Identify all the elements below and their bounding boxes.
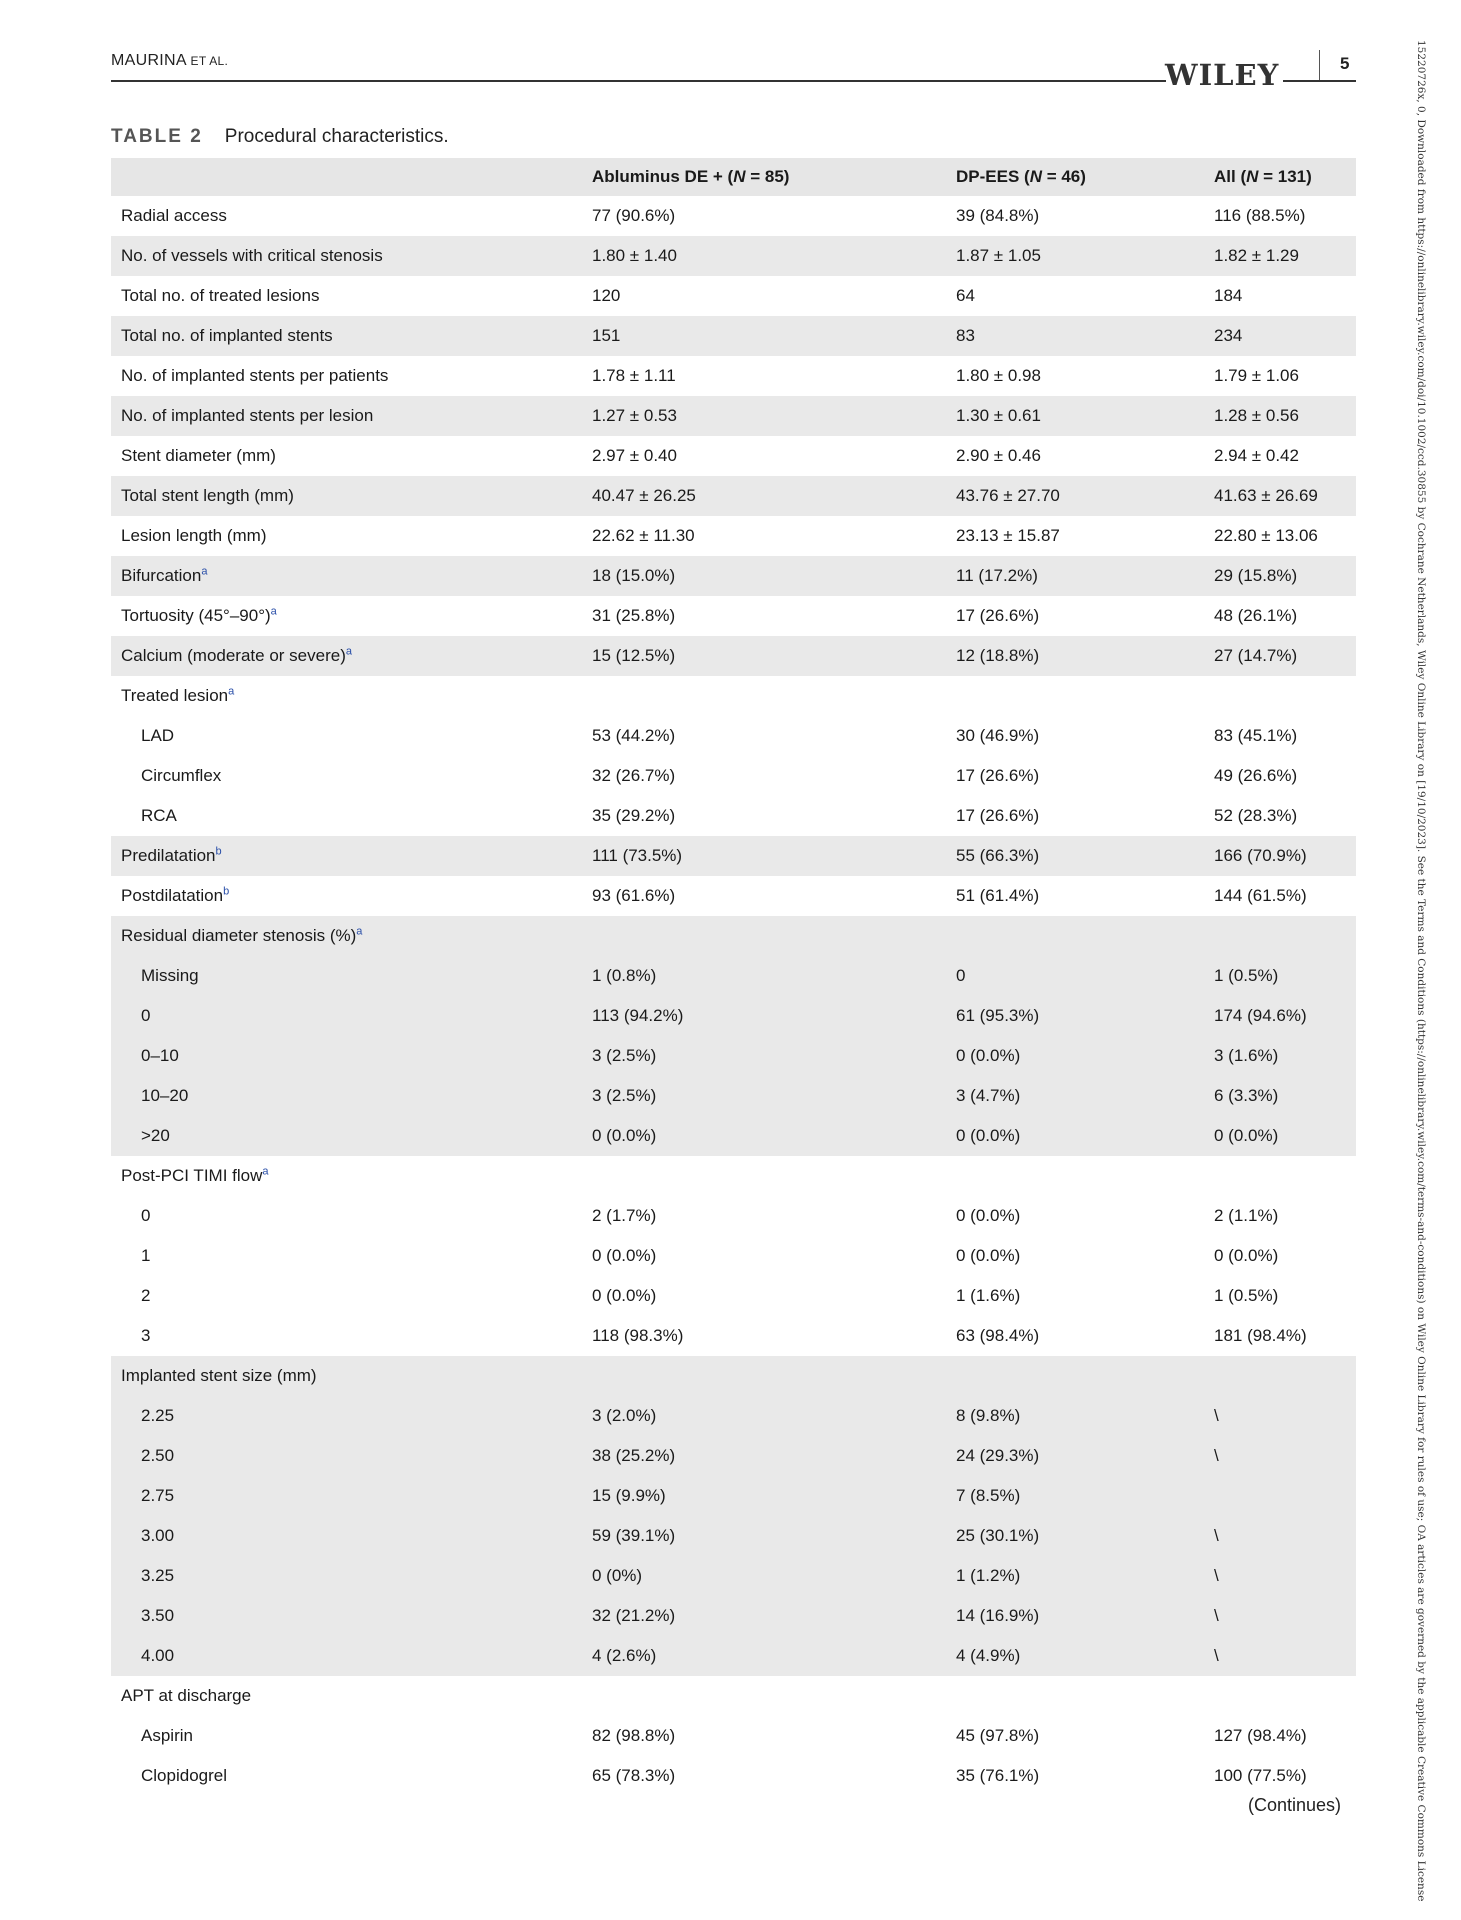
- cell-dp-ees: 0: [956, 956, 1214, 996]
- row-label-text: Missing: [141, 966, 199, 985]
- row-label-text: 0: [141, 1006, 151, 1025]
- cell-dp-ees: [956, 676, 1214, 716]
- cell-all: [1214, 1476, 1356, 1516]
- row-label: [111, 276, 592, 316]
- row-label-text: 3: [141, 1326, 151, 1345]
- cell-dp-ees: 11 (17.2%): [956, 556, 1214, 596]
- row-label: [111, 636, 592, 676]
- cell-abluminus: 59 (39.1%): [592, 1516, 956, 1556]
- cell-abluminus: 4 (2.6%): [592, 1636, 956, 1676]
- row-label-text: 1: [141, 1246, 151, 1265]
- table-row: [111, 1236, 1356, 1276]
- download-notice: [1409, 40, 1429, 1902]
- footnote-marker: a: [228, 685, 235, 698]
- row-label: [111, 1356, 592, 1396]
- row-label-text: Total stent length (mm): [121, 486, 294, 505]
- column-header-all: All (N = 131): [1214, 158, 1356, 196]
- publisher-logo: WILEY: [1165, 58, 1280, 92]
- cell-all: 49 (26.6%): [1214, 766, 1298, 785]
- cell-abluminus: 2 (1.7%): [592, 1206, 657, 1225]
- cell-dp-ees: 1 (1.2%): [956, 1556, 1214, 1596]
- cell-abluminus: [592, 1156, 956, 1196]
- row-label: [111, 1076, 592, 1116]
- table-row: [111, 236, 1356, 276]
- row-label: [111, 876, 592, 916]
- table-row: [111, 316, 1356, 356]
- row-label-text: Postdilatation: [121, 886, 224, 905]
- table-row: [111, 1076, 1356, 1116]
- running-head-authors: MAURINA: [111, 52, 187, 69]
- table-row: [111, 1116, 1356, 1156]
- row-label: [111, 596, 592, 636]
- cell-abluminus: 3 (2.0%): [592, 1396, 956, 1436]
- cell-dp-ees: 17 (26.6%): [956, 766, 1040, 785]
- row-label-text: 3.50: [141, 1606, 175, 1625]
- table-row: [111, 1276, 1356, 1316]
- cell-abluminus: 111 (73.5%): [592, 836, 956, 876]
- cell-dp-ees: 1.80 ± 0.98: [956, 366, 1041, 385]
- row-label: [111, 956, 592, 996]
- table-row: [111, 1636, 1356, 1676]
- row-label: [111, 756, 592, 796]
- cell-dp-ees: [956, 1356, 1214, 1396]
- table-row: [111, 196, 1356, 236]
- cell-all: 3 (1.6%): [1214, 1036, 1356, 1076]
- table-row: [111, 476, 1356, 516]
- table-row: [111, 1356, 1356, 1396]
- cell-all: 166 (70.9%): [1214, 836, 1356, 876]
- footnote-marker: a: [270, 605, 277, 618]
- cell-all: 52 (28.3%): [1214, 806, 1298, 825]
- cell-abluminus: 0 (0.0%): [592, 1246, 657, 1265]
- cell-all: 1.28 ± 0.56: [1214, 396, 1356, 436]
- table-row: [111, 396, 1356, 436]
- header-rule: [111, 80, 1166, 82]
- row-label-text: Treated lesion: [121, 686, 229, 705]
- row-label-text: Tortuosity (45°–90°): [121, 606, 271, 625]
- cell-abluminus: 31 (25.8%): [592, 606, 676, 625]
- cell-dp-ees: 14 (16.9%): [956, 1596, 1214, 1636]
- cell-all: 83 (45.1%): [1214, 726, 1298, 745]
- table-row: [111, 356, 1356, 396]
- cell-all: 1 (0.5%): [1214, 1286, 1279, 1305]
- row-label-text: Aspirin: [141, 1726, 193, 1745]
- row-label-text: No. of implanted stents per patients: [121, 366, 389, 385]
- row-label: [111, 1116, 592, 1156]
- cell-all: 174 (94.6%): [1214, 996, 1356, 1036]
- cell-abluminus: 82 (98.8%): [592, 1726, 676, 1745]
- row-label-text: 2: [141, 1286, 151, 1305]
- cell-abluminus: 0 (0.0%): [592, 1116, 956, 1156]
- cell-abluminus: [592, 1676, 956, 1716]
- cell-abluminus: 15 (12.5%): [592, 636, 956, 676]
- row-label: [111, 1316, 592, 1356]
- table-row: [111, 1516, 1356, 1556]
- cell-all: 181 (98.4%): [1214, 1326, 1307, 1345]
- cell-dp-ees: 83: [956, 316, 1214, 356]
- cell-dp-ees: 0 (0.0%): [956, 1036, 1214, 1076]
- row-label: [111, 1716, 592, 1756]
- row-label: [111, 1156, 592, 1196]
- row-label-text: Residual diameter stenosis (%): [121, 926, 357, 945]
- cell-abluminus: 40.47 ± 26.25: [592, 476, 956, 516]
- footnote-marker: b: [215, 845, 222, 858]
- procedural-characteristics-table: [111, 158, 1356, 1796]
- row-label: [111, 676, 592, 716]
- cell-dp-ees: 8 (9.8%): [956, 1396, 1214, 1436]
- cell-abluminus: 32 (21.2%): [592, 1596, 956, 1636]
- cell-dp-ees: 4 (4.9%): [956, 1636, 1214, 1676]
- row-label: [111, 1556, 592, 1596]
- header-divider: [1319, 50, 1320, 81]
- cell-all: [1214, 1676, 1356, 1716]
- row-label-text: 4.00: [141, 1646, 175, 1665]
- row-label: [111, 1276, 592, 1316]
- cell-dp-ees: 0 (0.0%): [956, 1206, 1021, 1225]
- row-label: [111, 1396, 592, 1436]
- cell-abluminus: 53 (44.2%): [592, 726, 676, 745]
- continues-note: (Continues): [1248, 1795, 1342, 1815]
- row-label-text: 2.25: [141, 1406, 175, 1425]
- row-label: [111, 836, 592, 876]
- cell-dp-ees: 1.30 ± 0.61: [956, 396, 1214, 436]
- row-label-text: 3.25: [141, 1566, 175, 1585]
- cell-all: \: [1214, 1396, 1356, 1436]
- footnote-marker: b: [223, 885, 230, 898]
- cell-dp-ees: [956, 1156, 1214, 1196]
- row-label-text: Circumflex: [141, 766, 222, 785]
- cell-dp-ees: 25 (30.1%): [956, 1516, 1214, 1556]
- cell-abluminus: 35 (29.2%): [592, 806, 676, 825]
- cell-dp-ees: 64: [956, 286, 975, 305]
- cell-dp-ees: 43.76 ± 27.70: [956, 476, 1214, 516]
- row-label-text: Total no. of treated lesions: [121, 286, 320, 305]
- row-label: [111, 436, 592, 476]
- row-label-text: APT at discharge: [121, 1686, 252, 1705]
- footnote-marker: a: [345, 645, 352, 658]
- row-label: [111, 1476, 592, 1516]
- table-row: [111, 1036, 1356, 1076]
- row-label: [111, 1196, 592, 1236]
- cell-dp-ees: 1.87 ± 1.05: [956, 236, 1214, 276]
- cell-abluminus: [592, 676, 956, 716]
- row-label-text: Post-PCI TIMI flow: [121, 1166, 263, 1185]
- cell-abluminus: 32 (26.7%): [592, 766, 676, 785]
- row-label-text: Radial access: [121, 206, 227, 225]
- cell-abluminus: 3 (2.5%): [592, 1076, 956, 1116]
- table-row: [111, 1476, 1356, 1516]
- row-label-text: Clopidogrel: [141, 1766, 227, 1785]
- page-number: 5: [1340, 54, 1350, 73]
- table-label: TABLE 2: [111, 126, 203, 147]
- cell-dp-ees: 24 (29.3%): [956, 1436, 1214, 1476]
- cell-abluminus: 38 (25.2%): [592, 1436, 956, 1476]
- row-label: [111, 476, 592, 516]
- cell-dp-ees: 23.13 ± 15.87: [956, 526, 1060, 545]
- cell-dp-ees: 7 (8.5%): [956, 1476, 1214, 1516]
- cell-abluminus: 18 (15.0%): [592, 556, 956, 596]
- row-label-text: 2.50: [141, 1446, 175, 1465]
- cell-abluminus: 2.97 ± 0.40: [592, 446, 677, 465]
- cell-dp-ees: [956, 916, 1214, 956]
- cell-dp-ees: 17 (26.6%): [956, 606, 1040, 625]
- table-row: [111, 556, 1356, 596]
- cell-abluminus: 1.80 ± 1.40: [592, 236, 956, 276]
- cell-dp-ees: 61 (95.3%): [956, 996, 1214, 1036]
- cell-all: 1.79 ± 1.06: [1214, 366, 1299, 385]
- cell-all: \: [1214, 1436, 1356, 1476]
- cell-dp-ees: 30 (46.9%): [956, 726, 1040, 745]
- cell-all: 0 (0.0%): [1214, 1246, 1279, 1265]
- cell-abluminus: 0 (0%): [592, 1556, 956, 1596]
- cell-abluminus: 93 (61.6%): [592, 886, 676, 905]
- header-rule-right: [1283, 80, 1356, 82]
- cell-all: \: [1214, 1556, 1356, 1596]
- cell-dp-ees: 55 (66.3%): [956, 836, 1214, 876]
- row-label: [111, 1676, 592, 1716]
- cell-dp-ees: 2.90 ± 0.46: [956, 446, 1041, 465]
- cell-all: 144 (61.5%): [1214, 886, 1307, 905]
- cell-all: 1.82 ± 1.29: [1214, 236, 1356, 276]
- row-label: [111, 1236, 592, 1276]
- table-row: [111, 1196, 1356, 1236]
- row-label-text: >20: [141, 1126, 170, 1145]
- cell-all: \: [1214, 1596, 1356, 1636]
- running-head-etal: ET AL.: [186, 54, 229, 68]
- table-row: [111, 1756, 1356, 1796]
- cell-all: 22.80 ± 13.06: [1214, 526, 1318, 545]
- cell-dp-ees: 17 (26.6%): [956, 806, 1040, 825]
- row-label-text: No. of implanted stents per lesion: [121, 406, 374, 425]
- table-row: [111, 1676, 1356, 1716]
- footnote-marker: a: [262, 1165, 269, 1178]
- row-label: [111, 1636, 592, 1676]
- row-label-text: 0: [141, 1206, 151, 1225]
- cell-all: 27 (14.7%): [1214, 636, 1356, 676]
- table-row: [111, 756, 1356, 796]
- table-title: Procedural characteristics.: [224, 126, 449, 147]
- row-label-text: Stent diameter (mm): [121, 446, 276, 465]
- cell-abluminus: 1.27 ± 0.53: [592, 396, 956, 436]
- cell-all: \: [1214, 1516, 1356, 1556]
- table-row: [111, 1396, 1356, 1436]
- cell-dp-ees: 35 (76.1%): [956, 1766, 1040, 1785]
- table-row: [111, 1596, 1356, 1636]
- cell-abluminus: 0 (0.0%): [592, 1286, 657, 1305]
- row-label-text: RCA: [141, 806, 177, 825]
- cell-dp-ees: [956, 1676, 1214, 1716]
- row-label: [111, 996, 592, 1036]
- row-label-text: Bifurcation: [121, 566, 202, 585]
- cell-all: 1 (0.5%): [1214, 956, 1356, 996]
- cell-all: 127 (98.4%): [1214, 1726, 1307, 1745]
- row-label: [111, 1436, 592, 1476]
- column-header-label: [111, 158, 592, 196]
- row-label-text: 10–20: [141, 1086, 189, 1105]
- cell-all: 29 (15.8%): [1214, 556, 1356, 596]
- table-row: [111, 1316, 1356, 1356]
- row-label-text: 0–10: [141, 1046, 179, 1065]
- cell-all: 41.63 ± 26.69: [1214, 476, 1356, 516]
- cell-abluminus: 120: [592, 286, 621, 305]
- table-row: [111, 996, 1356, 1036]
- cell-all: 2.94 ± 0.42: [1214, 446, 1299, 465]
- cell-all: 2 (1.1%): [1214, 1206, 1279, 1225]
- table-row: [111, 916, 1356, 956]
- cell-all: 0 (0.0%): [1214, 1116, 1356, 1156]
- row-label: [111, 1756, 592, 1796]
- cell-abluminus: [592, 1356, 956, 1396]
- row-label: [111, 716, 592, 756]
- cell-all: [1214, 1156, 1356, 1196]
- cell-dp-ees: 39 (84.8%): [956, 206, 1040, 225]
- cell-dp-ees: 12 (18.8%): [956, 636, 1214, 676]
- table-caption: [111, 126, 449, 148]
- table-row: [111, 1556, 1356, 1596]
- row-label: [111, 316, 592, 356]
- cell-dp-ees: 45 (97.8%): [956, 1726, 1040, 1745]
- table-row: [111, 836, 1356, 876]
- row-label: [111, 556, 592, 596]
- cell-dp-ees: 3 (4.7%): [956, 1076, 1214, 1116]
- table-row: [111, 1436, 1356, 1476]
- cell-all: 6 (3.3%): [1214, 1076, 1356, 1116]
- table-row: [111, 1716, 1356, 1756]
- table-row: [111, 716, 1356, 756]
- table-row: [111, 516, 1356, 556]
- row-label-text: No. of vessels with critical stenosis: [121, 246, 383, 265]
- cell-dp-ees: 0 (0.0%): [956, 1246, 1021, 1265]
- cell-all: 100 (77.5%): [1214, 1766, 1307, 1785]
- row-label-text: 3.00: [141, 1526, 175, 1545]
- running-head: [111, 52, 228, 70]
- download-notice-text: 15220726x, 0, Downloaded from https://onlinelibrary.wiley.com/doi/10.1002/ccd.30855 by Cochrane Netherlands, Wiley Online Library on [19/10/2023]. See the Terms and Conditions (https://onlinelibrary.wiley.com/terms-and-conditions) on Wiley Online Library for rules of use; OA articles are governed by the applicable Creative Commons License: [1415, 40, 1427, 1902]
- cell-all: [1214, 676, 1356, 716]
- table-row: [111, 596, 1356, 636]
- row-label-text: LAD: [141, 726, 175, 745]
- cell-abluminus: 118 (98.3%): [592, 1326, 684, 1345]
- row-label-text: Predilatation: [121, 846, 216, 865]
- cell-all: 184: [1214, 286, 1243, 305]
- row-label: [111, 1036, 592, 1076]
- cell-all: 116 (88.5%): [1214, 206, 1306, 225]
- row-label-text: Lesion length (mm): [121, 526, 267, 545]
- cell-abluminus: 1.78 ± 1.11: [592, 366, 676, 385]
- cell-dp-ees: 51 (61.4%): [956, 886, 1040, 905]
- table-row: [111, 876, 1356, 916]
- table-row: [111, 1156, 1356, 1196]
- cell-dp-ees: 0 (0.0%): [956, 1116, 1214, 1156]
- table-row: [111, 636, 1356, 676]
- row-label-text: 2.75: [141, 1486, 175, 1505]
- row-label: [111, 916, 592, 956]
- row-label: [111, 236, 592, 276]
- cell-dp-ees: 1 (1.6%): [956, 1286, 1021, 1305]
- table-row: [111, 276, 1356, 316]
- row-label: [111, 516, 592, 556]
- column-header-dp-ees: DP-EES (N = 46): [956, 158, 1214, 196]
- row-label-text: Calcium (moderate or severe): [121, 646, 346, 665]
- cell-all: [1214, 916, 1356, 956]
- row-label: [111, 1596, 592, 1636]
- cell-abluminus: 3 (2.5%): [592, 1036, 956, 1076]
- cell-abluminus: 77 (90.6%): [592, 206, 676, 225]
- cell-all: \: [1214, 1636, 1356, 1676]
- row-label: [111, 196, 592, 236]
- cell-abluminus: [592, 916, 956, 956]
- cell-abluminus: 1 (0.8%): [592, 956, 956, 996]
- footnote-marker: a: [356, 925, 363, 938]
- cell-all: [1214, 1356, 1356, 1396]
- table-row: [111, 436, 1356, 476]
- cell-all: 48 (26.1%): [1214, 606, 1298, 625]
- row-label: [111, 356, 592, 396]
- table-header-row: [111, 158, 1356, 196]
- cell-all: 234: [1214, 316, 1356, 356]
- cell-dp-ees: 63 (98.4%): [956, 1326, 1040, 1345]
- cell-abluminus: 22.62 ± 11.30: [592, 526, 695, 545]
- row-label-text: Total no. of implanted stents: [121, 326, 333, 345]
- row-label: [111, 796, 592, 836]
- table-row: [111, 676, 1356, 716]
- table-row: [111, 796, 1356, 836]
- row-label: [111, 1516, 592, 1556]
- cell-abluminus: 113 (94.2%): [592, 996, 956, 1036]
- cell-abluminus: 15 (9.9%): [592, 1476, 956, 1516]
- table-row: [111, 956, 1356, 996]
- column-header-abluminus: Abluminus DE + (N = 85): [592, 158, 956, 196]
- row-label-text: Implanted stent size (mm): [121, 1366, 317, 1385]
- footnote-marker: a: [201, 565, 208, 578]
- cell-abluminus: 65 (78.3%): [592, 1766, 676, 1785]
- row-label: [111, 396, 592, 436]
- cell-abluminus: 151: [592, 316, 956, 356]
